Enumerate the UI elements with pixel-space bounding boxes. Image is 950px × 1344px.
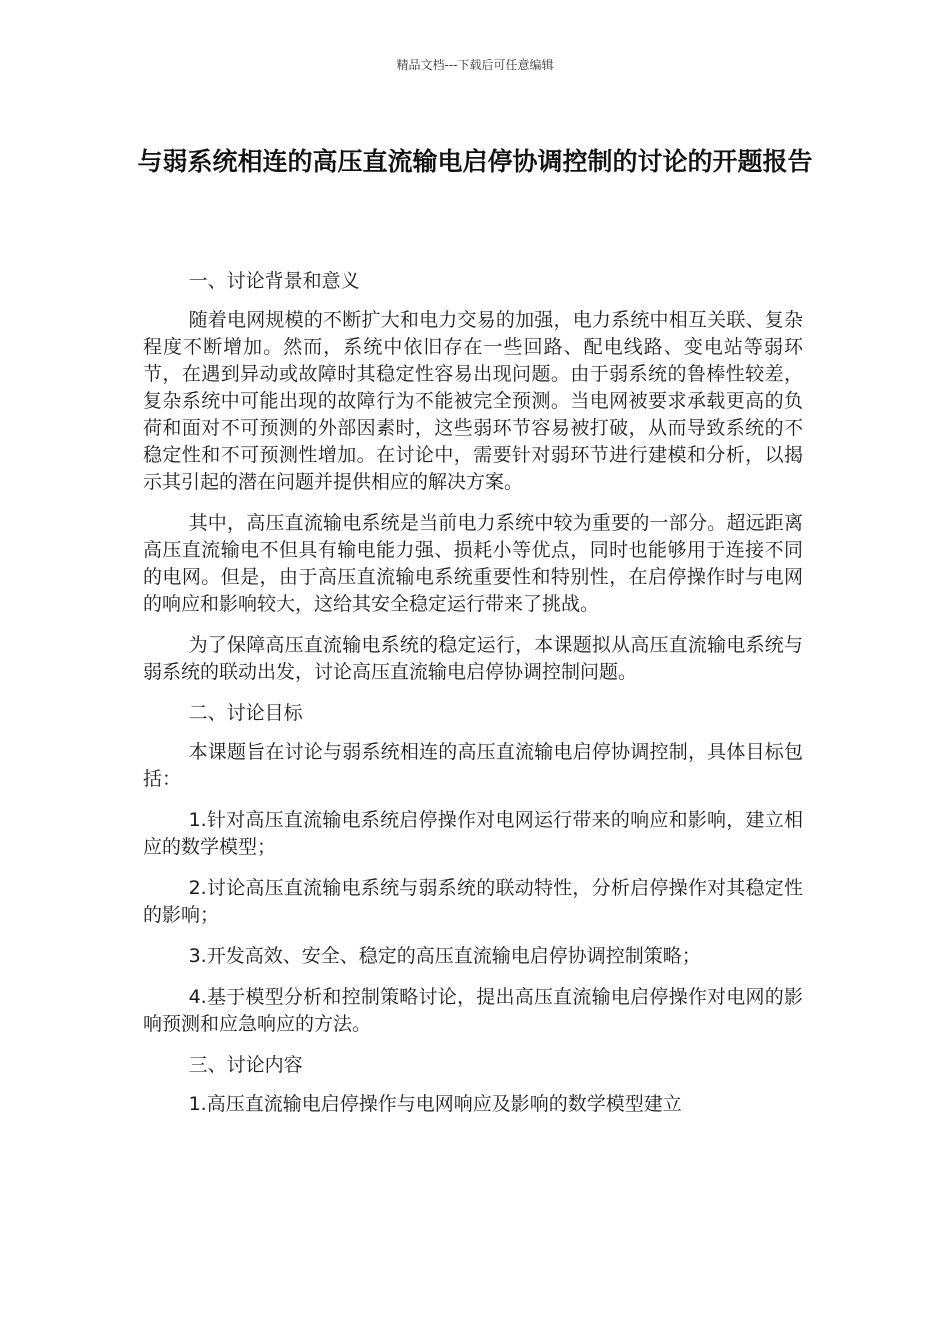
content-item-1: 1.高压直流输电启停操作与电网响应及影响的数学模型建立 (188, 1093, 682, 1115)
objective-item-1: 1.针对高压直流输电系统启停操作对电网运行带来的响应和影响，建立相应的数学模型； (143, 809, 803, 858)
paragraph-background: 随着电网规模的不断扩大和电力交易的加强，电力系统中相互关联、复杂程度不断增加。然而，系统中依旧存在一些回路、配电线路、变电站等弱环节，在遇到异动或故障时其稳定性容易出现问题。由于弱系统的鲁棒性较差，复杂系统中可能出现的故障行为不能被完全预测。当电网被要求承载更高的负荷和面对不可预测的外部因素时，这些弱环节容易被打破，从而导致系统的不稳定性和不可预测性增加。在讨论中，需要针对弱环节进行建模和分析，以揭示其引起的潜在问题并提供相应的解决方案。 (143, 309, 803, 493)
header-text: 精品文档---下载后可任意编辑 (396, 58, 554, 72)
paragraph-hvdc-importance: 其中，高压直流输电系统是当前电力系统中较为重要的一部分。超远距离高压直流输电不但具有输电能力强、损耗小等优点，同时也能够用于连接不同的电网。但是，由于高压直流输电系统重要性和特别性，在启停操作时与电网的响应和影响较大，这给其安全稳定运行带来了挑战。 (143, 512, 803, 615)
document-title: 与弱系统相连的高压直流输电启停协调控制的讨论的开题报告 (137, 147, 813, 176)
page-header (0, 57, 950, 73)
paragraph-objectives-intro: 本课题旨在讨论与弱系统相连的高压直流输电启停协调控制，具体目标包括： (143, 741, 803, 790)
document-body (143, 268, 803, 1132)
section-heading-content: 三、讨论内容 (188, 1054, 303, 1076)
objective-item-4: 4.基于模型分析和控制策略讨论，提出高压直流输电启停操作对电网的影响预测和应急响应的方法。 (143, 986, 803, 1035)
paragraph-research-purpose: 为了保障高压直流输电系统的稳定运行，本课题拟从高压直流输电系统与弱系统的联动出发，讨论高压直流输电启停协调控制问题。 (143, 634, 803, 683)
section-heading-background: 一、讨论背景和意义 (188, 270, 360, 292)
section-heading-objectives: 二、讨论目标 (188, 702, 303, 724)
objective-item-3: 3.开发高效、安全、稳定的高压直流输电启停协调控制策略； (188, 945, 701, 967)
objective-item-2: 2.讨论高压直流输电系统与弱系统的联动特性，分析启停操作对其稳定性的影响； (143, 877, 803, 926)
